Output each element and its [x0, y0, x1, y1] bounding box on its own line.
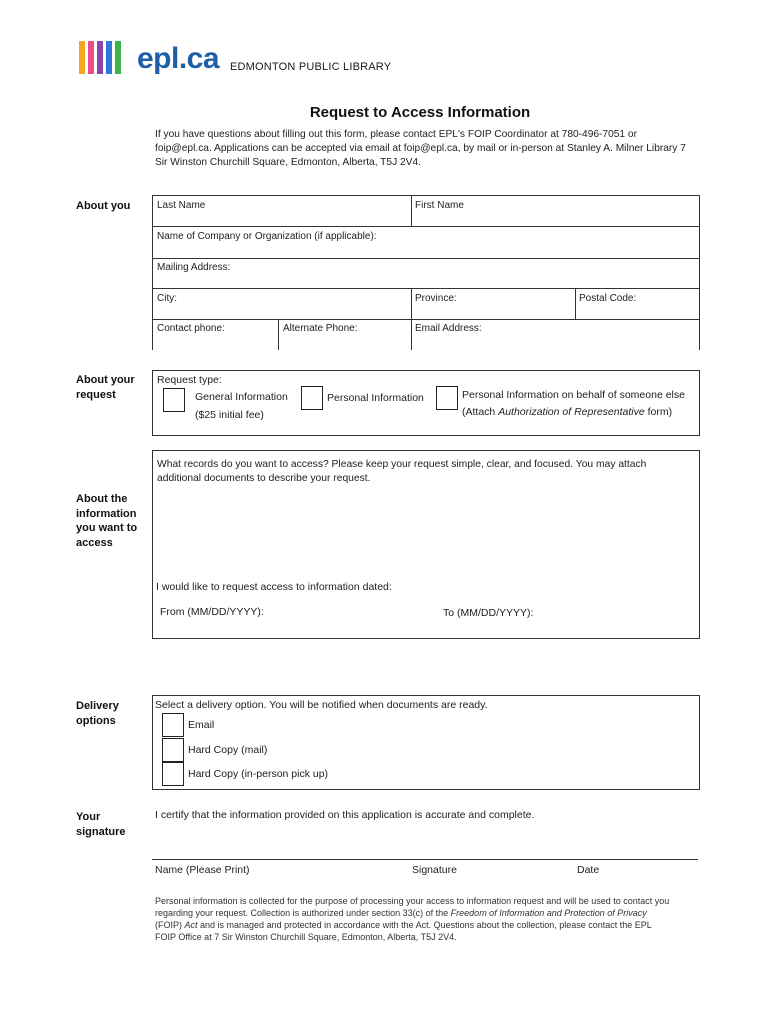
from-date-label: From (MM/DD/YYYY): — [160, 606, 264, 618]
form-intro: If you have questions about filling out this form, please contact EPL's FOIP Coordinator at 780-496-7051 or foip@epl.ca. Applications can be accepted via email at foip@epl.ca, by mail or in-person at Stanley A. Milner Library 7 Sir Winston Churchill Square, Edmonton, Alberta, T5J 2V4. — [155, 129, 686, 168]
province-label: Province: — [415, 293, 457, 304]
behalf-info-note — [462, 406, 672, 418]
first-name-input[interactable] — [415, 213, 695, 225]
email-address-label: Email Address: — [415, 323, 482, 334]
signature-line — [152, 859, 698, 860]
company-input[interactable] — [157, 244, 695, 256]
to-date-input[interactable] — [543, 607, 693, 620]
request-type-box — [152, 370, 700, 436]
last-name-label: Last Name — [157, 200, 206, 211]
request-type-label: Request type: — [157, 374, 222, 386]
dated-label: I would like to request access to information dated: — [156, 581, 392, 593]
certify-statement: I certify that the information provided on this application is accurate and complete. — [155, 809, 535, 821]
logo-bar-5 — [115, 41, 121, 74]
contact-phone-input[interactable] — [157, 336, 275, 348]
logo-bar-4 — [106, 41, 112, 74]
city-label: City: — [157, 293, 177, 304]
behalf-info-checkbox[interactable] — [436, 386, 458, 410]
section-label-about-request — [76, 373, 135, 402]
about-you-table — [152, 195, 700, 350]
behalf-info-label: Personal Information on behalf of someone else — [462, 389, 685, 401]
email-address-input[interactable] — [415, 336, 695, 348]
personal-info-checkbox[interactable] — [301, 386, 323, 410]
personal-info-label: Personal Information — [327, 392, 424, 404]
delivery-pickup-label: Hard Copy (in-person pick up) — [188, 768, 329, 780]
date-input[interactable] — [577, 845, 697, 859]
section-label-delivery-line2: options — [76, 714, 116, 727]
date-label: Date — [577, 864, 600, 876]
logo-bar-3 — [97, 41, 103, 74]
signature-input[interactable] — [412, 845, 572, 859]
mailing-address-input[interactable] — [157, 275, 695, 287]
from-date-input[interactable] — [273, 606, 433, 619]
delivery-email-checkbox[interactable] — [162, 713, 184, 737]
delivery-email-label: Email — [188, 719, 215, 731]
section-label-info-line1: About the — [76, 493, 128, 505]
general-info-label: General Information — [195, 391, 288, 403]
logo-subtitle: EDMONTON PUBLIC LIBRARY — [230, 61, 392, 73]
logo-bars — [79, 41, 131, 74]
logo-bar-1 — [79, 41, 85, 74]
privacy-part3: and is managed and protected in accordance with the Act. Questions about the collection, please contact the EPL FOIP Office at 7 Sir Winston Churchill Square, Edmonton, Alberta, T5J 2V4. — [155, 920, 652, 942]
to-date-label: To (MM/DD/YYYY): — [443, 607, 534, 619]
behalf-note-post: form) — [644, 406, 673, 418]
section-label-signature-line2: signature — [76, 825, 126, 838]
privacy-part2: (FOIP) — [155, 920, 185, 930]
name-print-label: Name (Please Print) — [155, 864, 250, 876]
postal-code-input[interactable] — [579, 306, 695, 318]
section-label-info-line4: access — [76, 536, 113, 549]
delivery-instruction: Select a delivery option. You will be notified when documents are ready. — [155, 699, 488, 711]
behalf-note-form-name: Authorization of Representative — [498, 406, 645, 418]
section-label-signature — [76, 810, 126, 839]
behalf-note-pre: (Attach — [462, 406, 499, 418]
delivery-mail-label: Hard Copy (mail) — [188, 744, 268, 756]
section-label-info-line3: you want to — [76, 522, 138, 534]
first-name-label: First Name — [415, 200, 464, 211]
section-label-info-line2: information — [76, 507, 137, 520]
section-label-about-request-line1: About your — [76, 374, 135, 386]
province-input[interactable] — [415, 306, 571, 318]
last-name-input[interactable] — [157, 213, 407, 225]
records-description-input[interactable] — [157, 491, 697, 580]
name-print-input[interactable] — [155, 845, 405, 859]
privacy-part1: Personal information is collected for the purpose of processing your access to information request and will be used to contact you regarding your request. Collection is authorized under section 33(c) of the — [155, 896, 670, 918]
delivery-pickup-checkbox[interactable] — [162, 762, 184, 786]
logo-wordmark: epl.ca — [137, 42, 220, 75]
alternate-phone-label: Alternate Phone: — [283, 323, 358, 334]
section-label-about-request-line2: request — [76, 388, 116, 401]
mailing-address-label: Mailing Address: — [157, 262, 231, 273]
records-box — [152, 450, 700, 639]
alternate-phone-input[interactable] — [283, 336, 407, 348]
privacy-act-name: Freedom of Information and Protection of Privacy — [450, 908, 647, 918]
logo-bar-2 — [88, 41, 94, 74]
contact-phone-label: Contact phone: — [157, 323, 225, 334]
section-label-signature-line1: Your — [76, 811, 101, 823]
section-label-about-information — [76, 492, 137, 550]
section-label-about-you: About you — [76, 200, 131, 212]
general-info-fee: ($25 initial fee) — [195, 409, 264, 421]
company-label: Name of Company or Organization (if applicable): — [157, 231, 377, 242]
city-input[interactable] — [157, 306, 407, 318]
privacy-notice — [155, 895, 670, 943]
section-label-delivery — [76, 699, 119, 728]
postal-code-label: Postal Code: — [579, 293, 637, 304]
records-question: What records do you want to access? Please keep your request simple, clear, and focused. You may attach additional documents to describe your request. — [157, 459, 647, 484]
general-info-checkbox[interactable] — [163, 388, 185, 412]
signature-label: Signature — [412, 864, 457, 876]
delivery-box — [152, 695, 700, 790]
section-label-delivery-line1: Delivery — [76, 700, 119, 712]
privacy-act-word: Act — [184, 920, 198, 930]
delivery-mail-checkbox[interactable] — [162, 738, 184, 762]
form-title: Request to Access Information — [309, 104, 531, 121]
